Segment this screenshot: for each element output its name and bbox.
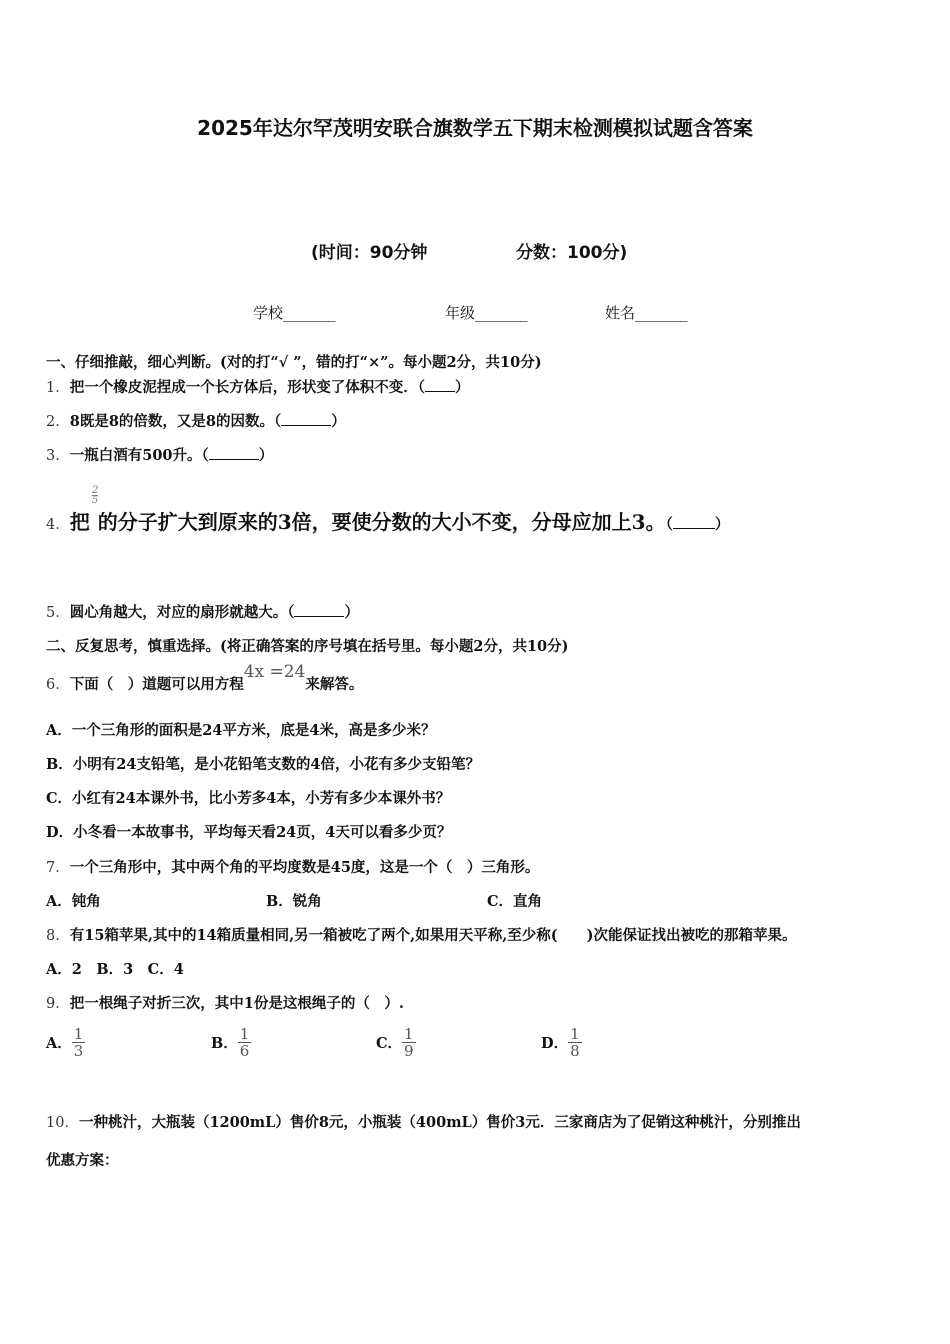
answer-blank[interactable] — [209, 445, 259, 460]
option-d[interactable] — [541, 1026, 582, 1059]
fraction-denominator: 9 — [404, 1042, 414, 1060]
question-number: 3． — [46, 448, 70, 464]
answer-blank[interactable] — [425, 377, 455, 392]
question-8 — [46, 924, 797, 945]
question-10 — [46, 1111, 801, 1132]
question-text: 下面（ ）道题可以用方程 — [69, 676, 244, 693]
fraction-numerator: 1 — [239, 1025, 250, 1043]
question-5 — [46, 601, 359, 622]
fraction-denominator: 6 — [239, 1042, 250, 1060]
question-number: 8． — [46, 928, 70, 944]
option-b[interactable]: B．锐角 — [266, 893, 322, 910]
question-text: 一种桃汁，大瓶装（1200mL）售价8元，小瓶装（400mL）售价3元．三家商店为了促销这种桃汁，分别推出 — [78, 1114, 801, 1131]
option-label: A． — [46, 1035, 72, 1052]
question-4 — [46, 506, 729, 535]
page-title: 2025年达尔罕茂明安联合旗数学五下期末检测模拟试题含答案 — [197, 116, 753, 140]
question-text: 把一根绳子对折三次，其中1份是这根绳子的（ ）. — [69, 995, 404, 1012]
fraction — [568, 1026, 582, 1059]
exam-time: (时间：90分钟 — [311, 243, 428, 263]
question-number: 9． — [46, 996, 70, 1012]
grade-field: 年级_______ — [445, 304, 528, 322]
option-a[interactable]: A．钝角 — [46, 893, 101, 910]
option-a[interactable] — [46, 1026, 85, 1059]
option-c[interactable]: C．小红有24本课外书，比小芳多4本，小芳有多少本课外书？ — [46, 790, 451, 807]
option-b[interactable] — [211, 1026, 251, 1059]
answer-blank[interactable] — [294, 602, 344, 617]
question-3 — [46, 444, 273, 465]
fraction-numerator: 2 — [92, 485, 99, 496]
fraction — [238, 1026, 252, 1059]
answer-blank[interactable] — [673, 514, 715, 529]
option-d[interactable]: D．小冬看一本故事书，平均每天看24页，4天可以看多少页？ — [46, 824, 452, 841]
option-c[interactable]: C．直角 — [487, 893, 543, 910]
question-number: 5． — [46, 605, 70, 621]
question-text: 8既是8的倍数，又是8的因数。（ — [69, 413, 282, 430]
fraction-denominator: 8 — [570, 1042, 580, 1060]
question-7 — [46, 856, 539, 877]
question-text: 一瓶白酒有500升。（ — [69, 447, 209, 464]
question-number: 4． — [46, 517, 70, 533]
question-bracket: ） — [258, 447, 274, 464]
option-label: D． — [541, 1035, 569, 1052]
section-2-header: 二、反复思考，慎重选择。(将正确答案的序号填在括号里。每小题2分，共10分) — [46, 638, 569, 655]
question-bracket: ） — [454, 379, 470, 396]
option-b[interactable]: B．小明有24支铅笔，是小花铅笔支数的4倍，小花有多少支铅笔？ — [46, 756, 481, 773]
question-prefix: 把 — [69, 510, 90, 534]
question-bracket: ） — [331, 413, 346, 430]
option-label: B． — [211, 1035, 238, 1052]
question-number: 6． — [46, 677, 70, 693]
question-number: 1． — [46, 380, 70, 396]
fraction-two-fifths — [92, 486, 98, 505]
question-text: 把一个橡皮泥捏成一个长方体后，形状变了体积不变．（ — [69, 379, 425, 396]
question-text: 有15箱苹果,其中的14箱质量相同,另一箱被吃了两个,如果用天平称,至少称( )次能保证找出被吃的那箱苹果。 — [69, 927, 797, 944]
question-text: 的分子扩大到原来的3倍，要使分数的大小不变，分母应加上3。 — [97, 510, 666, 534]
fraction-numerator: 1 — [570, 1025, 580, 1043]
question-number: 2． — [46, 414, 70, 430]
question-bracket: ） — [714, 516, 730, 533]
section-1-header: 一、仔细推敲，细心判断。(对的打“√ ”，错的打“×”。每小题2分，共10分) — [46, 354, 542, 371]
question-bracket: （ — [665, 516, 673, 533]
fraction-denominator: 5 — [92, 495, 99, 506]
fraction-numerator: 1 — [404, 1025, 414, 1043]
exam-score: 分数：100分) — [516, 243, 628, 263]
fraction-denominator: 3 — [73, 1042, 84, 1060]
equation: 4x =24 — [243, 662, 306, 682]
fraction — [72, 1026, 86, 1059]
question-2 — [46, 410, 346, 431]
question-text: 圆心角越大，对应的扇形就越大。（ — [69, 604, 295, 621]
question-text: 一个三角形中，其中两个角的平均度数是45度，这是一个（ ）三角形。 — [69, 859, 540, 876]
question-6 — [46, 662, 364, 694]
option-a[interactable]: A．一个三角形的面积是24平方米，底是4米，高是多少米？ — [46, 722, 436, 739]
option-label: C． — [376, 1035, 403, 1052]
option-c[interactable] — [376, 1026, 416, 1059]
school-field: 学校_______ — [253, 304, 336, 322]
fraction-numerator: 1 — [73, 1025, 84, 1043]
question-bracket: ） — [344, 604, 359, 621]
name-field: 姓名_______ — [605, 304, 688, 322]
question-1 — [46, 376, 469, 397]
question-text-end: 来解答。 — [305, 676, 364, 693]
options-row[interactable]: A．2 B．3 C．4 — [46, 961, 184, 978]
question-number: 7． — [46, 860, 70, 876]
question-10-continued: 优惠方案： — [46, 1152, 119, 1169]
question-number: 10． — [46, 1115, 79, 1131]
answer-blank[interactable] — [281, 411, 331, 426]
question-9 — [46, 992, 404, 1013]
fraction — [402, 1026, 416, 1059]
